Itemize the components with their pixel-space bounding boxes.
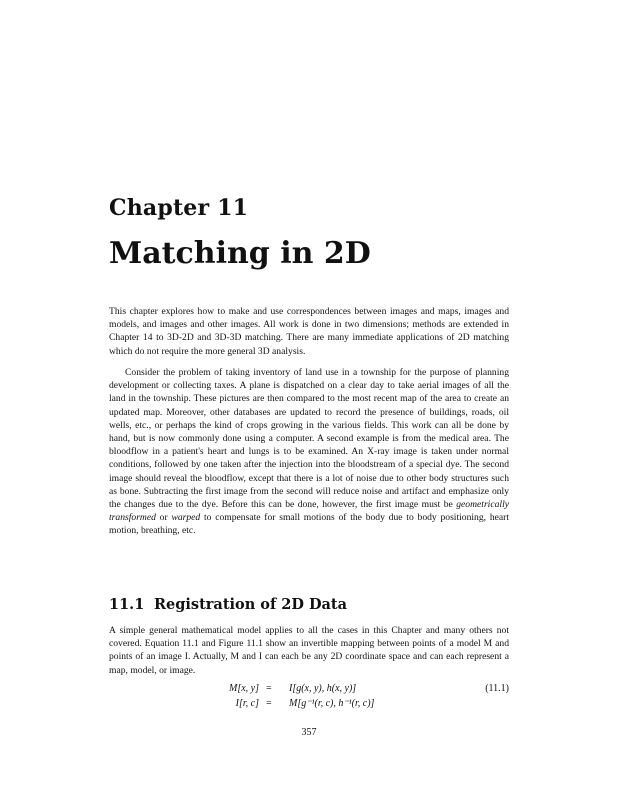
equation-line-1: [109, 683, 509, 697]
equation-1-relation: =: [266, 683, 272, 694]
equation-1-lhs: M[x, y]: [229, 683, 259, 694]
equation-1-rhs: I[g(x, y), h(x, y)]: [289, 683, 357, 694]
intro-paragraph-2: [109, 366, 509, 538]
intro-paragraph-1: This chapter explores how to make and use correspondences between images and maps, images and models, and images and other images. All work is done in two dimensions; methods are extended in Chapter 14 to 3D-2D and 3D-3D matching. There are many immediate applications of 2D matching which do not require the more general 3D analysis.: [109, 306, 509, 357]
section-number: 11.1: [109, 596, 145, 613]
intro-paragraph-2-text-b: or: [155, 512, 172, 524]
section-paragraph: A simple general mathematical model applies to all the cases in this Chapter and many others not covered. Equation 11.1 and Figure 11.1 show an invertible mapping between points of a model M and points of an image I. Actually, M and I can each be any 2D coordinate space and can each represent a map, model, or image.: [109, 625, 509, 676]
section-title: Registration of 2D Data: [154, 596, 348, 613]
page-number: 357: [301, 727, 317, 738]
section-heading: [109, 596, 347, 613]
equation-2-lhs: I[r, c]: [235, 698, 259, 709]
emphasis-warped: warped: [171, 512, 201, 524]
equation-2-rhs: M[g⁻¹(r, c), h⁻¹(r, c)]: [289, 698, 375, 709]
intro-paragraph-2-text-c: to compensate for small motions of the body due to body positioning, heart motion, breathing, etc.: [109, 512, 509, 537]
equation-line-2: [109, 698, 509, 712]
chapter-title: Matching in 2D: [109, 236, 371, 271]
chapter-label: Chapter 11: [109, 195, 249, 221]
emphasis-geometrically-transformed: geometrically transformed: [109, 499, 509, 524]
equation-2-relation: =: [266, 698, 272, 709]
equation-number: (11.1): [485, 683, 509, 694]
intro-paragraph-2-text-a: Consider the problem of taking inventory of land use in a township for the purpose of planning development or collecting taxes. A plane is dispatched on a clear day to take aerial images of all the land in the township. These pictures are then compared to the most recent map of the area to create an updated map. Moreover, other databases are updated to record the presence of buildings, roads, oil wells, etc., or perhaps the kind of crops growing in the various fields. This work can all be done by hand, but is now commonly done using a computer. A second example is from the medical area. The bloodflow in a patient's heart and lungs is to be examined. An X-ray image is taken under normal conditions, followed by one taken after the injection into the bloodstream of a special dye. The second image should reveal the bloodflow, except that there is a lot of noise due to other body structures such as bone. Subtracting the first image from the second will reduce noise and artifact and emphasize only the changes due to the dye. Before this can be done, however, the first image must be: [109, 367, 509, 511]
